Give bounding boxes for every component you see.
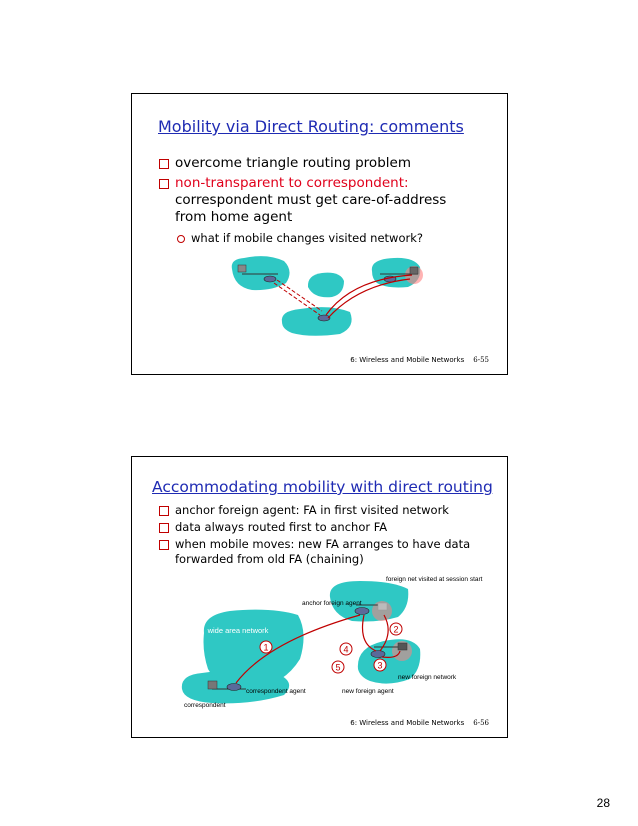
step-number: 4 [343,644,349,655]
bullet-text: from home agent [175,209,293,225]
bullet-box-icon [159,506,169,516]
router-icon [264,276,276,282]
bullet-text: correspondent must get care-of-address [175,192,447,208]
network-cloud [204,610,304,689]
bullet-text: anchor foreign agent: FA in first visited network [175,503,449,517]
sub-bullet-text: what if mobile changes visited network? [191,231,423,245]
network-diagram [222,249,442,339]
step-marker [340,643,352,655]
laptop-icon [398,643,407,650]
bullet-box-icon [159,179,169,189]
slide-number: 6-56 [473,719,489,727]
bullet-text: forwarded from old FA (chaining) [175,552,364,566]
slide-title: Accommodating mobility with direct routing [152,478,493,496]
footer-text: 6: Wireless and Mobile Networks [350,356,465,364]
correspondent-label: correspondent [184,702,226,709]
bullet-item [159,537,470,567]
bullet-box-icon [159,540,169,550]
step-marker [260,641,272,653]
bullet-box-icon [159,159,169,169]
bullet-text: when mobile moves: new FA arranges to have data [175,537,471,551]
bullet-text: non-transparent to correspondent: [175,175,409,191]
bullet-item [159,503,470,518]
bullet-item [159,175,446,226]
bullet-item [159,155,446,172]
step-number: 1 [263,642,269,653]
step-marker [390,623,402,635]
bullet-list [159,155,446,247]
bullet-item [159,520,470,535]
network-cloud [282,307,352,336]
router-icon [355,608,369,615]
bullet-box-icon [159,523,169,533]
router-icon [227,684,241,691]
computer-icon [238,265,246,272]
bullet-list [159,503,470,567]
step-number: 5 [335,662,341,673]
computer-icon [208,681,217,689]
foreign-net-label: foreign net visited at session start [386,576,483,583]
page-number: 28 [596,796,610,810]
chaining-diagram [172,576,483,717]
slide-number: 6-55 [473,356,489,364]
slide-56 [131,456,508,738]
new-foreign-network-label: new foreign network [398,674,457,681]
step-marker [332,661,344,673]
slide-footer [350,719,489,727]
new-foreign-agent-label: new foreign agent [342,688,394,695]
step-marker [374,659,386,671]
bullet-text: data always routed first to anchor FA [175,520,388,534]
bullet-text: overcome triangle routing problem [175,155,411,171]
step-number: 2 [393,624,399,635]
slide-55 [131,93,508,375]
sub-bullet-item [175,230,446,247]
network-cloud [308,273,344,298]
slide-title: Mobility via Direct Routing: comments [158,117,464,136]
network-cloud [232,256,290,290]
anchor-foreign-agent-label: anchor foreign agent [302,600,362,607]
mobile-faded-icon [378,603,387,610]
correspondent-agent-label: correspondent agent [246,688,306,695]
slide-footer [350,356,489,364]
footer-text: 6: Wireless and Mobile Networks [350,719,465,727]
wide-area-network-label: wide area network [207,626,269,635]
step-number: 3 [377,660,383,671]
bullet-circle-icon [177,235,185,243]
router-icon [371,651,385,658]
laptop-icon [410,267,418,274]
